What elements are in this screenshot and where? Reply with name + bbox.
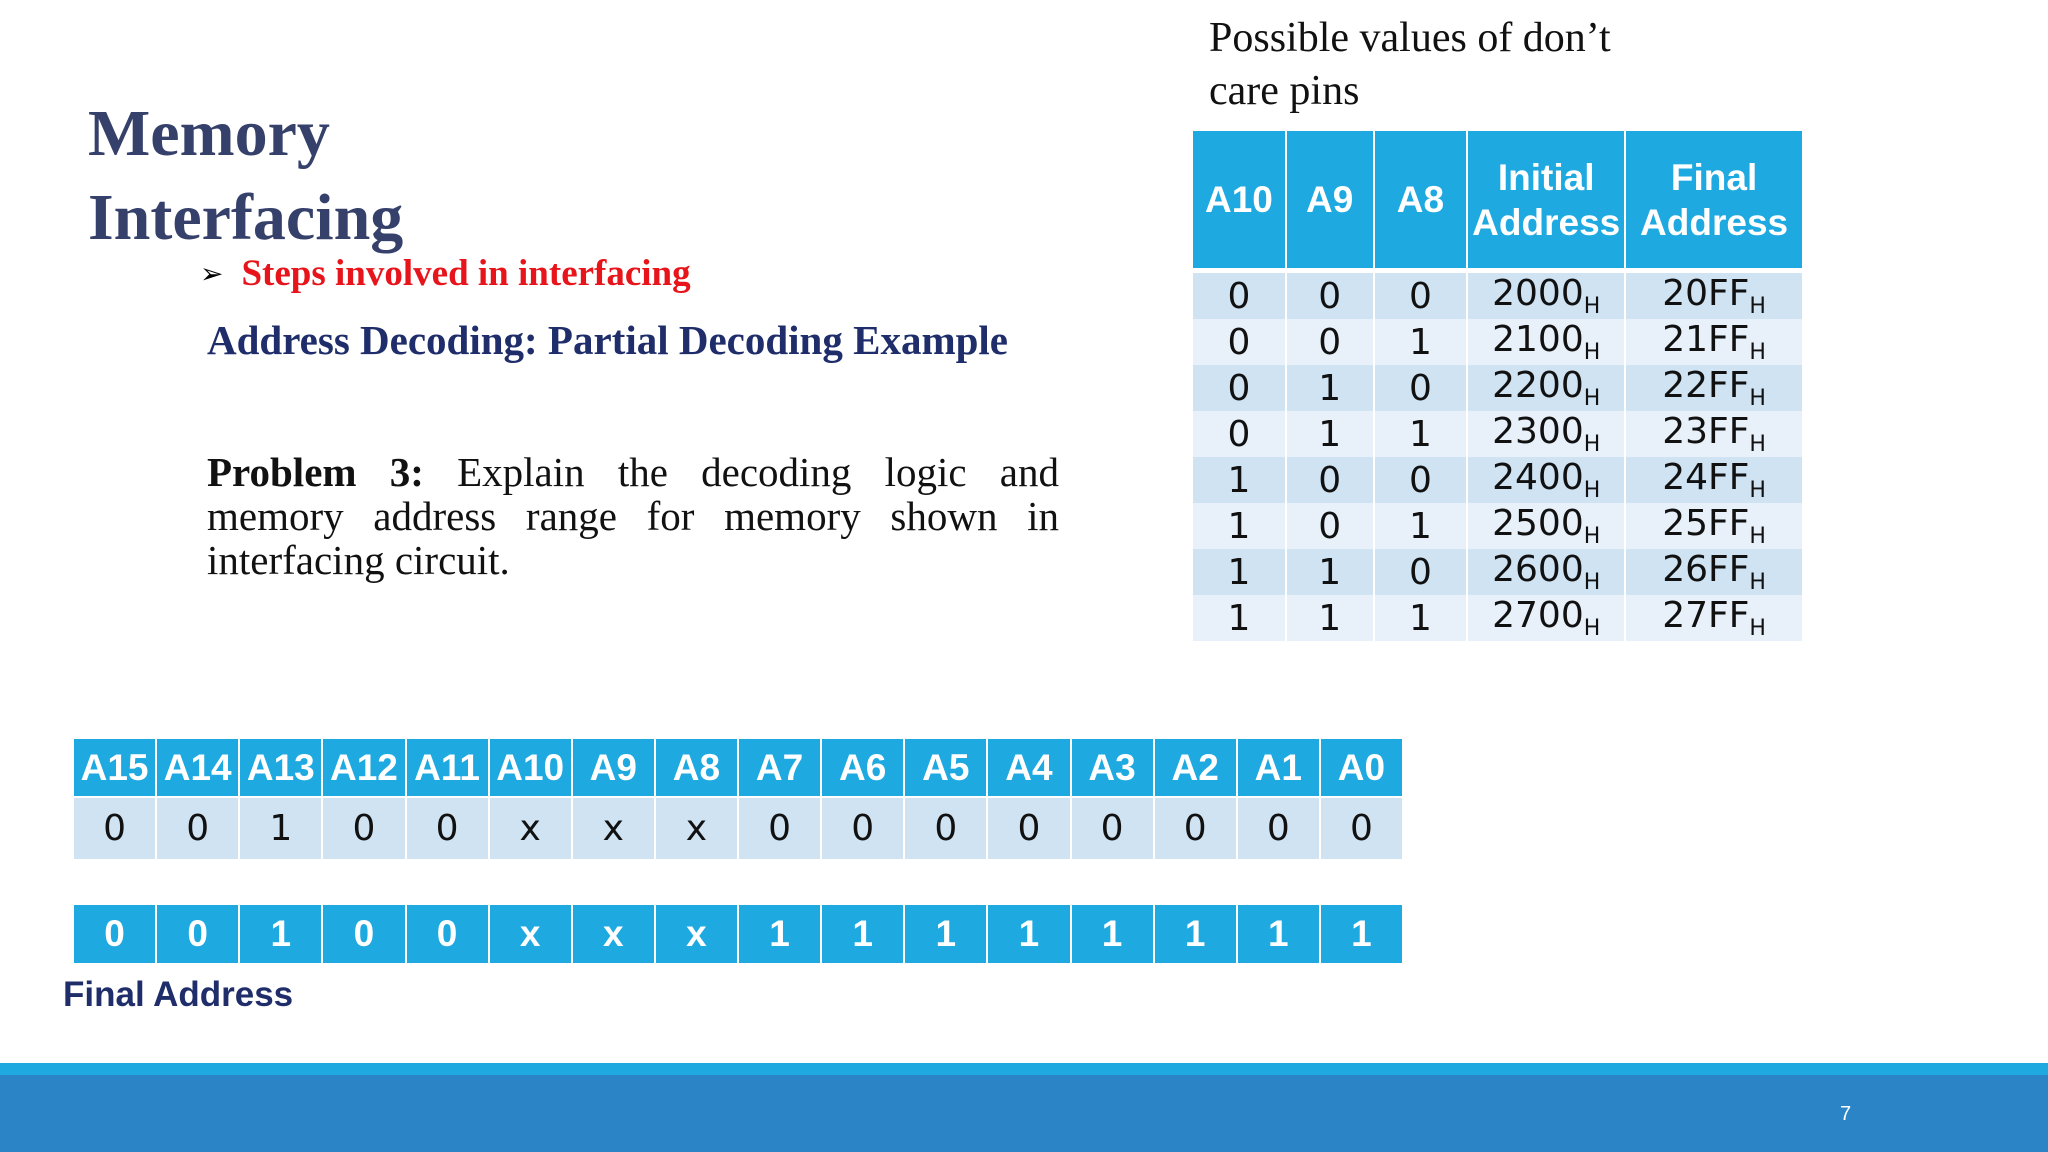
address-bit-header: A1 <box>1237 738 1320 797</box>
range-bit-cell: 1 <box>1374 319 1468 365</box>
range-bit-cell: 0 <box>1374 549 1468 595</box>
initial-address-bit: 1 <box>239 797 322 860</box>
range-header-cell <box>1286 131 1374 271</box>
problem-text: Explain the decoding logic and memory address range for memory shown in interfacing circuit. <box>207 449 1059 583</box>
hex-subscript: H <box>1749 524 1766 549</box>
range-bit-cell: 1 <box>1193 503 1286 549</box>
range-header-cell <box>1625 131 1803 271</box>
range-header-text: A8 <box>1396 179 1445 220</box>
problem-statement <box>207 450 1059 582</box>
range-table-row <box>1193 503 1803 549</box>
address-bit-header: A0 <box>1320 738 1403 797</box>
final-address-cell <box>1625 457 1803 503</box>
final-address-bit: 1 <box>987 904 1070 964</box>
initial-address-value: 2300 <box>1492 411 1584 452</box>
final-address-value: 24FF <box>1662 457 1750 498</box>
final-address-cell <box>1625 319 1803 365</box>
final-address-bit: 1 <box>904 904 987 964</box>
range-bit-cell: 0 <box>1286 271 1374 320</box>
caption-line-2: care pins <box>1209 68 1360 114</box>
initial-address-bit: x <box>489 797 572 860</box>
initial-address-value: 2200 <box>1492 365 1584 406</box>
initial-address-value: 2000 <box>1492 273 1584 314</box>
address-bits-table <box>72 737 1404 861</box>
range-bit-cell: 0 <box>1193 411 1286 457</box>
final-address-bit: x <box>489 904 572 964</box>
initial-address-cell <box>1467 503 1625 549</box>
final-address-bit: x <box>655 904 738 964</box>
final-address-cell <box>1625 503 1803 549</box>
hex-subscript: H <box>1749 570 1766 595</box>
range-table-row <box>1193 457 1803 503</box>
final-address-bit: 1 <box>239 904 322 964</box>
address-bit-header: A15 <box>73 738 156 797</box>
range-table-row <box>1193 319 1803 365</box>
address-bit-header: A6 <box>821 738 904 797</box>
final-address-bit: 0 <box>322 904 405 964</box>
final-address-bit: 0 <box>406 904 489 964</box>
range-bit-cell: 0 <box>1374 271 1468 320</box>
final-address-value: 21FF <box>1662 319 1750 360</box>
final-address-bit: 1 <box>821 904 904 964</box>
initial-address-bit: 0 <box>821 797 904 860</box>
range-bit-cell: 1 <box>1286 549 1374 595</box>
hex-subscript: H <box>1583 570 1601 595</box>
range-header-cell <box>1193 131 1286 271</box>
dont-care-range-table <box>1193 131 1804 641</box>
initial-address-bit: 0 <box>904 797 987 860</box>
range-bit-cell: 0 <box>1193 271 1286 320</box>
range-header-cell <box>1374 131 1468 271</box>
final-address-cell <box>1625 595 1803 641</box>
address-bit-header: A9 <box>572 738 655 797</box>
hex-subscript: H <box>1583 478 1601 503</box>
initial-address-bit: 0 <box>1320 797 1403 860</box>
range-bit-cell: 1 <box>1286 365 1374 411</box>
range-bit-cell: 1 <box>1374 411 1468 457</box>
address-bit-header: A7 <box>738 738 821 797</box>
hex-subscript: H <box>1583 616 1601 641</box>
initial-address-value: 2100 <box>1492 319 1584 360</box>
address-bit-header: A12 <box>322 738 405 797</box>
initial-address-bit: x <box>572 797 655 860</box>
initial-address-bit: 0 <box>1237 797 1320 860</box>
range-header-text: A9 <box>1306 179 1354 220</box>
subheading: Address Decoding: Partial Decoding Example <box>207 317 1009 363</box>
initial-address-bit: 0 <box>1071 797 1154 860</box>
final-address-bit: 1 <box>1237 904 1320 964</box>
final-address-value: 22FF <box>1662 365 1750 406</box>
range-table-row <box>1193 411 1803 457</box>
range-header-text: A10 <box>1204 179 1273 220</box>
initial-address-cell <box>1467 457 1625 503</box>
initial-address-bit: 0 <box>987 797 1070 860</box>
hex-subscript: H <box>1583 340 1601 365</box>
initial-address-row <box>73 797 1403 860</box>
address-bit-header: A13 <box>239 738 322 797</box>
initial-address-value: 2400 <box>1492 457 1584 498</box>
table-caption <box>1209 12 1611 118</box>
footer-bar <box>0 1075 2048 1152</box>
initial-address-cell <box>1467 319 1625 365</box>
address-bit-header: A10 <box>489 738 572 797</box>
address-bit-header: A4 <box>987 738 1070 797</box>
range-bit-cell: 0 <box>1286 457 1374 503</box>
final-address-value: 23FF <box>1662 411 1750 452</box>
caption-line-1: Possible values of don’t <box>1209 15 1611 61</box>
range-bit-cell: 0 <box>1193 365 1286 411</box>
initial-address-value: 2700 <box>1492 595 1584 636</box>
range-bit-cell: 0 <box>1286 503 1374 549</box>
address-bit-header: A11 <box>406 738 489 797</box>
final-address-cell <box>1625 271 1803 320</box>
title-line-2: Interfacing <box>88 181 404 254</box>
final-address-bit: 0 <box>73 904 156 964</box>
initial-address-cell <box>1467 365 1625 411</box>
range-bit-cell: 1 <box>1374 595 1468 641</box>
range-bit-cell: 1 <box>1193 457 1286 503</box>
initial-address-cell <box>1467 595 1625 641</box>
range-table-row <box>1193 271 1803 320</box>
range-header-text: Final <box>1670 156 1758 198</box>
range-table-row <box>1193 365 1803 411</box>
initial-address-bit: 0 <box>73 797 156 860</box>
hex-subscript: H <box>1749 432 1766 457</box>
hex-subscript: H <box>1749 386 1766 411</box>
final-address-row <box>73 904 1403 964</box>
arrow-bullet-icon: ➢ <box>200 257 224 290</box>
initial-address-cell <box>1467 271 1625 320</box>
hex-subscript: H <box>1749 478 1766 503</box>
initial-address-cell <box>1467 411 1625 457</box>
final-address-label: Final Address <box>63 975 294 1014</box>
range-table-row <box>1193 549 1803 595</box>
final-address-bit: 1 <box>738 904 821 964</box>
hex-subscript: H <box>1583 432 1601 457</box>
bullet-text: Steps involved in interfacing <box>241 253 691 294</box>
range-table-body <box>1193 271 1803 642</box>
range-table-row <box>1193 595 1803 641</box>
final-address-bit: 1 <box>1071 904 1154 964</box>
hex-subscript: H <box>1749 616 1766 641</box>
hex-subscript: H <box>1749 294 1766 319</box>
final-address-bit: 0 <box>156 904 239 964</box>
range-header-text: Address <box>1640 201 1789 243</box>
final-address-bit: x <box>572 904 655 964</box>
range-header-cell <box>1467 131 1625 271</box>
range-table-header-row <box>1193 131 1803 271</box>
initial-address-bit: 0 <box>738 797 821 860</box>
hex-subscript: H <box>1583 386 1601 411</box>
final-address-cell <box>1625 365 1803 411</box>
slide-title <box>88 92 403 260</box>
range-bit-cell: 1 <box>1193 549 1286 595</box>
final-address-bits-table <box>72 903 1404 965</box>
initial-address-bit: 0 <box>406 797 489 860</box>
address-bit-header: A5 <box>904 738 987 797</box>
range-bit-cell: 1 <box>1286 595 1374 641</box>
range-bit-cell: 1 <box>1193 595 1286 641</box>
address-bit-header: A3 <box>1071 738 1154 797</box>
address-bit-header: A2 <box>1154 738 1237 797</box>
final-address-cell <box>1625 549 1803 595</box>
range-bit-cell: 0 <box>1286 319 1374 365</box>
hex-subscript: H <box>1583 294 1601 319</box>
initial-address-value: 2600 <box>1492 549 1584 590</box>
initial-address-value: 2500 <box>1492 503 1584 544</box>
initial-address-bit: 0 <box>1154 797 1237 860</box>
range-header-text: Initial <box>1497 156 1595 198</box>
range-bit-cell: 1 <box>1374 503 1468 549</box>
final-address-value: 27FF <box>1662 595 1750 636</box>
hex-subscript: H <box>1583 524 1601 549</box>
hex-subscript: H <box>1749 340 1766 365</box>
footer-stripe <box>0 1063 2048 1075</box>
range-header-text: Address <box>1472 201 1621 243</box>
range-bit-cell: 1 <box>1286 411 1374 457</box>
initial-address-cell <box>1467 549 1625 595</box>
final-address-bit: 1 <box>1154 904 1237 964</box>
final-address-bit: 1 <box>1320 904 1403 964</box>
title-line-1: Memory <box>88 97 330 170</box>
address-header-row <box>73 738 1403 797</box>
page-number: 7 <box>1840 1103 1852 1125</box>
address-bit-header: A14 <box>156 738 239 797</box>
range-bit-cell: 0 <box>1193 319 1286 365</box>
address-bit-header: A8 <box>655 738 738 797</box>
bullet-item <box>200 252 691 295</box>
range-bit-cell: 0 <box>1374 457 1468 503</box>
initial-address-bit: x <box>655 797 738 860</box>
final-address-cell <box>1625 411 1803 457</box>
problem-label: Problem 3: <box>207 449 424 495</box>
initial-address-bit: 0 <box>322 797 405 860</box>
initial-address-bit: 0 <box>156 797 239 860</box>
final-address-value: 20FF <box>1662 273 1750 314</box>
range-bit-cell: 0 <box>1374 365 1468 411</box>
final-address-value: 25FF <box>1662 503 1750 544</box>
final-address-value: 26FF <box>1662 549 1750 590</box>
